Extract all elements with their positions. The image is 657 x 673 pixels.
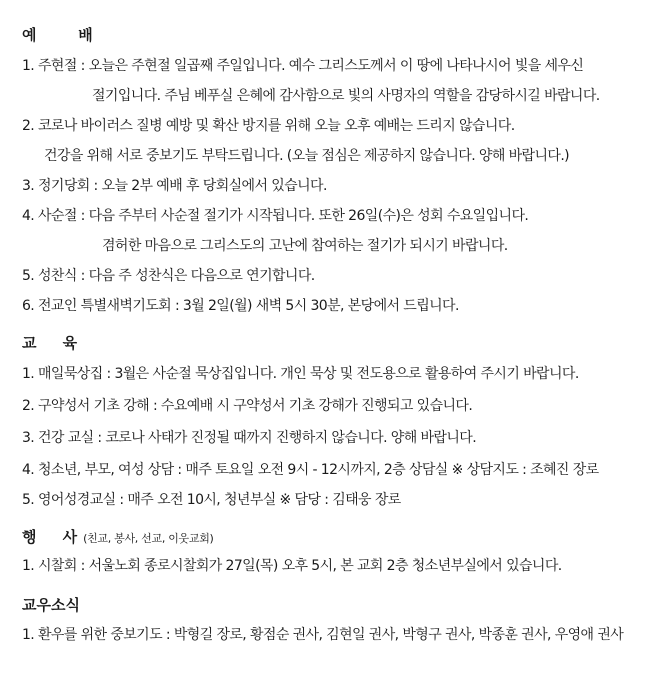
worship-item-4: 4. 사순절 : 다음 주부터 사순절 절기가 시작됩니다. 또한 26일(수)은 성회 수요일입니다.: [22, 208, 529, 224]
worship-item-3: 3. 정기당회 : 오늘 2부 예배 후 당회실에서 있습니다.: [22, 178, 327, 194]
worship-item-1-cont: 절기입니다. 주님 베푸실 은혜에 감사함으로 빛의 사명자의 역할을 감당하시길 바랍니다.: [92, 88, 600, 104]
events-subtitle: (친교, 봉사, 선교, 이웃교회): [83, 532, 214, 545]
education-item-4: 4. 청소년, 부모, 여성 상담 : 매주 토요일 오전 9시 - 12시까지, 2층 상담실 ※ 상담지도 : 조혜진 장로: [22, 462, 599, 478]
section-heading-members: 교우소식: [22, 596, 80, 614]
education-item-3: 3. 건강 교실 : 코로나 사태가 진정될 때까지 진행하지 않습니다. 양해 바랍니다.: [22, 430, 477, 446]
events-item-1: 1. 시찰회 : 서울노회 종로시찰회가 27일(목) 오후 5시, 본 교회 2층 청소년부실에서 있습니다.: [22, 558, 562, 574]
worship-item-2-cont: 건강을 위해 서로 중보기도 부탁드립니다. (오늘 점심은 제공하지 않습니다. 양해 바랍니다.): [44, 148, 570, 164]
worship-item-2: 2. 코로나 바이러스 질병 예방 및 확산 방지를 위해 오늘 오후 예배는 드리지 않습니다.: [22, 118, 515, 134]
education-item-2: 2. 구약성서 기초 강해 : 수요예배 시 구약성서 기초 강해가 진행되고 있습니다.: [22, 398, 473, 414]
worship-item-5: 5. 성찬식 : 다음 주 성찬식은 다음으로 연기합니다.: [22, 268, 315, 284]
section-heading-worship: 예 배: [22, 26, 93, 44]
worship-item-4-cont: 겸허한 마음으로 그리스도의 고난에 참여하는 절기가 되시기 바랍니다.: [102, 238, 508, 254]
education-item-1: 1. 매일묵상집 : 3월은 사순절 묵상집입니다. 개인 묵상 및 전도용으로 활용하여 주시기 바랍니다.: [22, 366, 579, 382]
worship-item-1: 1. 주현절 : 오늘은 주현절 일곱째 주일입니다. 예수 그리스도께서 이 땅에 나타나시어 빛을 세우신: [22, 58, 584, 74]
education-item-5: 5. 영어성경교실 : 매주 오전 10시, 청년부실 ※ 담당 : 김태웅 장로: [22, 492, 401, 508]
worship-item-6: 6. 전교인 특별새벽기도회 : 3월 2일(월) 새벽 5시 30분, 본당에서 드립니다.: [22, 298, 459, 314]
events-title: 행 사: [22, 528, 78, 546]
members-item-1: 1. 환우를 위한 중보기도 : 박형길 장로, 황점순 권사, 김현일 권사, 박형구 권사, 박종훈 권사, 우영애 권사: [22, 627, 624, 643]
section-heading-events: [22, 526, 214, 547]
section-heading-education: 교 육: [22, 334, 78, 352]
